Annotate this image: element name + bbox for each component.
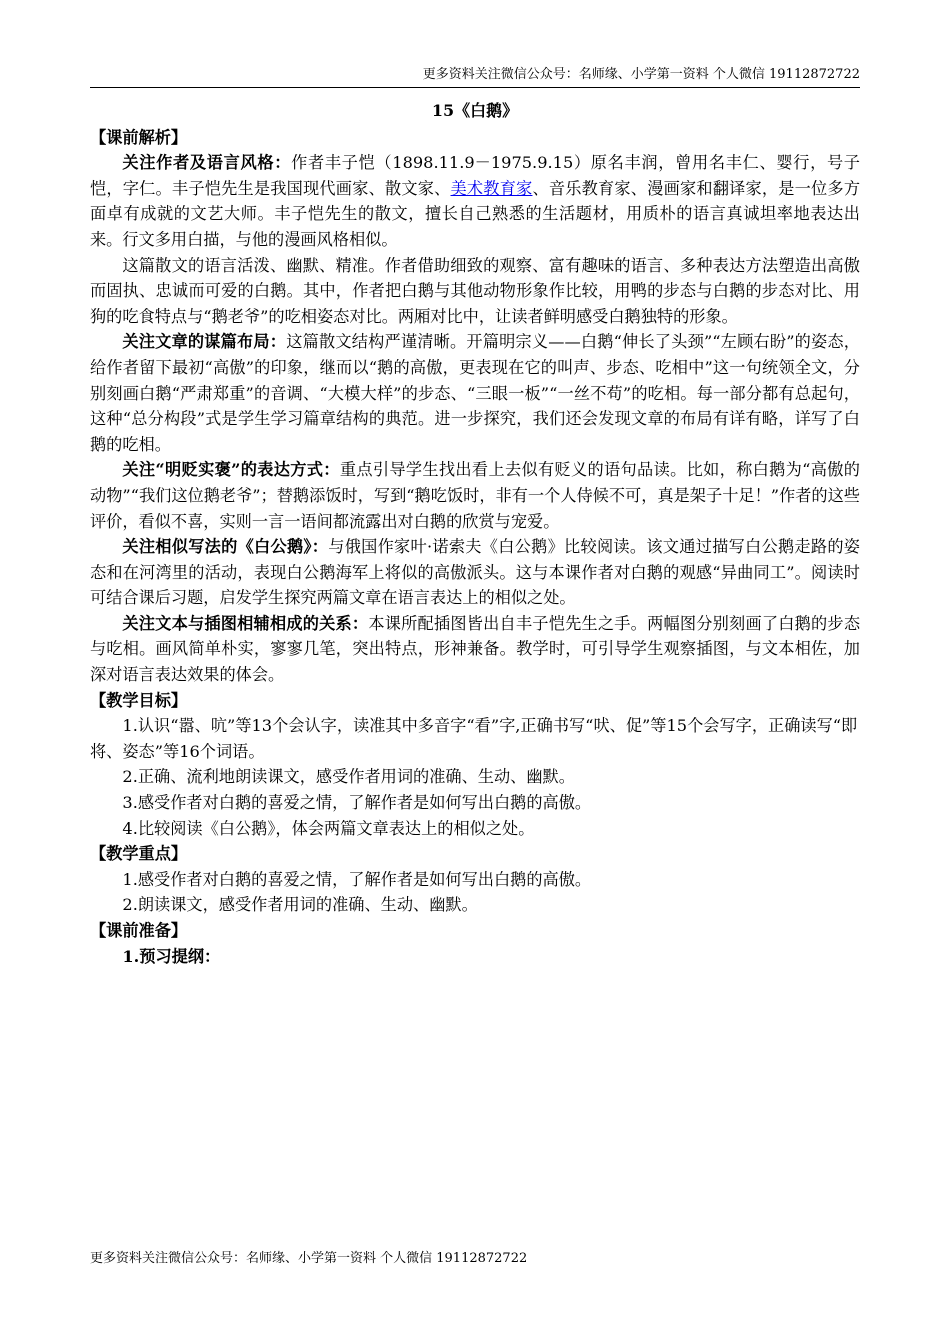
section-heading-prep: 【课前准备】 xyxy=(90,921,188,940)
goal-item: 4.比较阅读《白公鹅》，体会两篇文章表达上的相似之处。 xyxy=(122,818,535,838)
paragraph-text: 重点引导学生找出看上去似有贬义的语句品读。比如，称白鹅为“高傲的动物”“我们这位鹅老爷”；替鹅添饭时，写到“鹅吃饭时，非有一个人侍候不可，真是架子十足！”作者的这些评价，看似不喜，实则一言一语间都流露出对白鹅的欣赏与宠爱。 xyxy=(90,460,860,531)
paragraph-author-style xyxy=(90,150,860,252)
goal-item: 2.正确、流利地朗读课文，感受作者用词的准确、生动、幽默。 xyxy=(122,767,575,787)
document-body xyxy=(90,98,860,969)
paragraph-label: 关注相似写法的《白公鹅》： xyxy=(122,537,329,557)
paragraph-label: 关注文章的谋篇布局： xyxy=(122,332,287,352)
goal-item: 1.认识“嚣、吭”等13个会认字，读准其中多音字“看”字,正确书写“吠、促”等15个会写字，正确读写“即将、姿态”等16个词语。 xyxy=(90,716,858,761)
paragraph-language: 这篇散文的语言活泼、幽默、精准。作者借助细致的观察、富有趣味的语言、多种表达方法塑造出高傲而固执、忠诚而可爱的白鹅。其中，作者把白鹅与其他动物形象作比较，用鸭的步态与白鹅的步态对比、用狗的吃食特点与“鹅老爷”的吃相姿态对比。两厢对比中，让读者鲜明感受白鹅独特的形象。 xyxy=(90,255,860,326)
paragraph-text: 、音乐教育家、漫画家和翻译家，是一位多方面卓有成就的文艺大师。丰子恺先生的散文，擅长自己熟悉的生活题材，用质朴的语言真诚坦率地表达出来。行文多用白描，与他的漫画风格相似。 xyxy=(90,178,861,249)
paragraph-label: 关注作者及语言风格： xyxy=(122,153,292,173)
paragraph-label: 关注“明贬实褒”的表达方式： xyxy=(122,460,340,480)
paragraph-comparison xyxy=(90,534,860,611)
section-heading-pre-analysis: 【课前解析】 xyxy=(90,127,188,147)
paragraph-illustrations xyxy=(90,611,860,688)
paragraph-expression xyxy=(90,457,860,534)
paragraph-text: 这篇散文结构严谨清晰。开篇明宗义——白鹅“伸长了头颈”“左顾右盼”的姿态，给作者留下最初“高傲”的印象，继而以“鹅的高傲，更表现在它的叫声、步态、吃相中”这一句统领全文，分别刻画白鹅“严肃郑重”的音调、“大模大样”的步态、“三眼一板”“一丝不苟”的吃相。每一部分都有总起句，这种“总分构段”式是学生学习篇章结构的典范。进一步探究，我们还会发现文章的布局有详有略，详写了白鹅的吃相。 xyxy=(90,332,860,454)
paragraph-label: 关注文本与插图相辅相成的关系： xyxy=(122,613,369,633)
art-educator-link[interactable]: 美术教育家 xyxy=(450,178,533,198)
section-heading-key-points: 【教学重点】 xyxy=(90,844,188,864)
section-heading-goals: 【教学目标】 xyxy=(90,690,188,710)
page-header: 更多资料关注微信公众号：名师缘、小学第一资料 个人微信 19112872722 xyxy=(422,67,860,82)
key-point-item: 1.感受作者对白鹅的喜爱之情，了解作者是如何写出白鹅的高傲。 xyxy=(122,869,592,889)
goal-item: 3.感受作者对白鹅的喜爱之情，了解作者是如何写出白鹅的高傲。 xyxy=(122,793,592,813)
prep-item: 1.预习提纲： xyxy=(122,946,221,966)
key-point-item: 2.朗读课文，感受作者用词的准确、生动、幽默。 xyxy=(122,895,478,915)
paragraph-text: 与俄国作家叶·诺索夫《白公鹅》比较阅读。该文通过描写白公鹅走路的姿态和在河湾里的活动，表现白公鹅海军上将似的高傲派头。这与本课作者对白鹅的观感“异曲同工”。阅读时可结合课后习题，启发学生探究两篇文章在语言表达上的相似之处。 xyxy=(90,537,860,608)
paragraph-text: 本课所配插图皆出自丰子恺先生之手。两幅图分别刻画了白鹅的步态与吃相。画风简单朴实，寥寥几笔，突出特点，形神兼备。教学时，可引导学生观察插图，与文本相佐，加深对语言表达效果的体会。 xyxy=(90,613,861,685)
header-divider xyxy=(90,87,860,88)
paragraph-text: 作者丰子恺（1898.11.9－1975.9.15）原名丰润，曾用名丰仁、婴行，号子恺，字仁。丰子恺先生是我国现代画家、散文家、 xyxy=(90,153,860,198)
page-footer: 更多资料关注微信公众号：名师缘、小学第一资料 个人微信 19112872722 xyxy=(90,1251,528,1266)
paragraph-structure xyxy=(90,329,860,457)
lesson-title: 15《白鹅》 xyxy=(431,101,519,120)
